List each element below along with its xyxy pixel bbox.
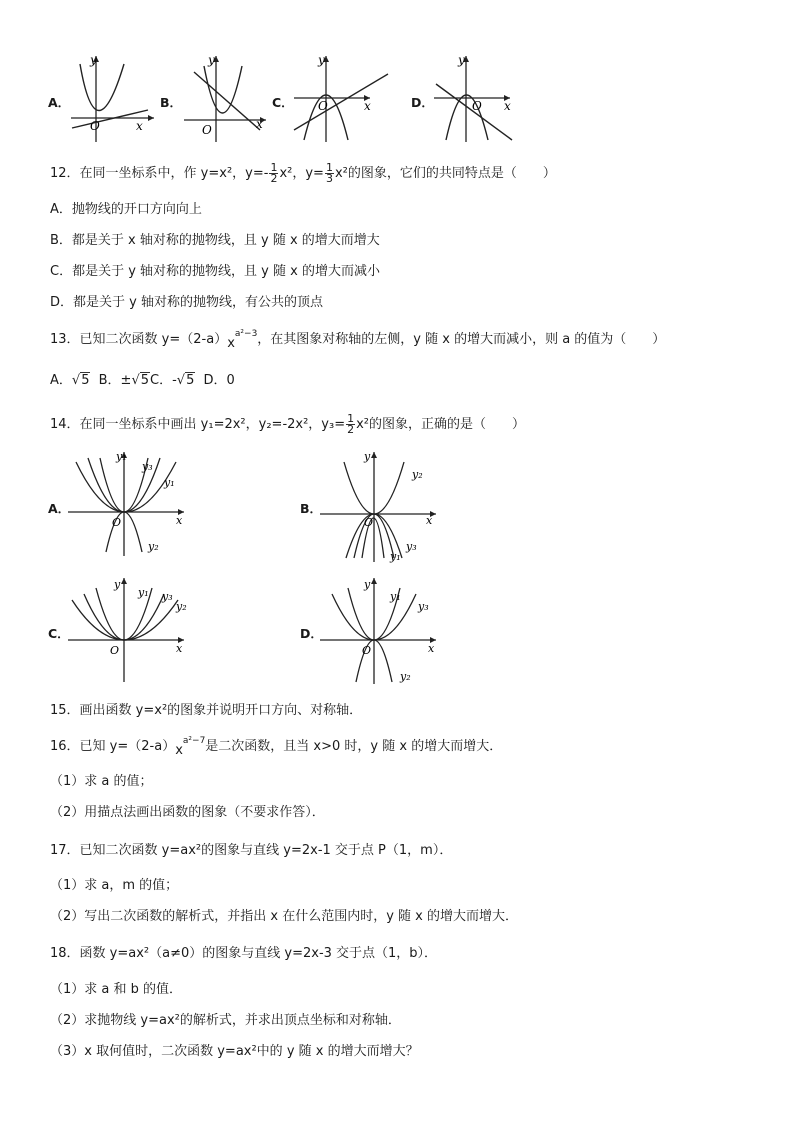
q13-option-c-label: C．-	[150, 373, 177, 388]
q12-mid: x²，y=	[279, 166, 324, 181]
q11-graph-c	[290, 52, 390, 144]
q12-fraction-1: $\frac{1}{2}$	[270, 161, 278, 185]
q16-exponent: a²−7	[182, 736, 206, 746]
q14-option-a-label: A．	[48, 501, 71, 516]
q11b-x-label: x	[256, 117, 263, 131]
q14c-y2-label: y₂	[176, 600, 187, 613]
q12-option-a: A．抛物线的开口方向向上	[50, 202, 202, 217]
q12-fraction-2: $\frac{1}{3}$	[325, 161, 333, 185]
q16-base: x	[175, 743, 183, 758]
q14c-y3-label: y₃	[162, 590, 173, 603]
q16-part-1: （1）求 a 的值；	[50, 774, 153, 789]
svg-text:x: x	[176, 514, 183, 527]
q11-graph-b	[180, 52, 270, 144]
q14b-y1-label: y₁	[390, 550, 401, 563]
q11c-x-label: x	[364, 99, 371, 113]
svg-text:O: O	[364, 516, 374, 529]
q13-option-a-label: A．	[50, 373, 72, 388]
q14-option-b-label: B．	[300, 501, 323, 516]
q13-question	[50, 331, 665, 350]
q15-question: 15．画出函数 y=x²的图象并说明开口方向、对称轴．	[50, 703, 363, 718]
q18-part-3: （3）x 取何值时，二次函数 y=ax²中的 y 随 x 的增大而增大？	[50, 1044, 419, 1059]
q11c-origin-label: O	[318, 99, 328, 113]
q11a-x-label: x	[136, 119, 143, 133]
q13-prefix: 13．已知二次函数 y=（2-a）	[50, 332, 228, 347]
svg-text:x: x	[428, 642, 435, 655]
q11a-y-label: y	[90, 53, 97, 67]
q14-prefix: 14．在同一坐标系中画出 y₁=2x²，y₂=-2x²，y₃=	[50, 417, 346, 432]
q17-part-2: （2）写出二次函数的解析式，并指出 x 在什么范围内时，y 随 x 的增大而增大．	[50, 909, 519, 924]
q13-option-d: D．0	[203, 373, 235, 388]
svg-text:O: O	[112, 516, 122, 529]
q18-part-1: （1）求 a 和 b 的值．	[50, 982, 183, 997]
q18-part-2: （2）求抛物线 y=ax²的解析式，并求出顶点坐标和对称轴．	[50, 1013, 401, 1028]
svg-text:x: x	[426, 514, 433, 527]
q11a-origin-label: O	[90, 119, 100, 133]
q17-part-1: （1）求 a，m 的值；	[50, 878, 179, 893]
q11c-y-label: y	[318, 53, 325, 67]
q14d-y2-label: y₂	[400, 670, 411, 683]
q11-option-c-label: C．	[272, 95, 294, 110]
svg-text:O: O	[362, 644, 372, 657]
q14a-y1-label: y₁	[164, 476, 175, 489]
q14-option-c-label: C．	[48, 626, 70, 641]
q12-question	[50, 163, 556, 184]
q12-option-b: B．都是关于 x 轴对称的抛物线，且 y 随 x 的增大而增大	[50, 233, 380, 248]
q14b-y2-label: y₂	[412, 468, 423, 481]
svg-text:x: x	[176, 642, 183, 655]
q18-question: 18．函数 y=ax²（a≠0）的图象与直线 y=2x-3 交于点（1，b）．	[50, 946, 438, 961]
q14b-y3-label: y₃	[406, 540, 417, 553]
q16-question	[50, 738, 502, 757]
q14-graph-d	[318, 574, 443, 686]
q13-option-a-sqrt: √5	[71, 373, 90, 388]
q13-option-b-label: B．±	[98, 373, 132, 388]
q13-base: x	[227, 336, 235, 351]
q14a-y2-label: y₂	[148, 540, 159, 553]
svg-text:O: O	[110, 644, 120, 657]
q11d-y-label: y	[458, 53, 465, 67]
q11b-origin-label: O	[202, 123, 212, 137]
q16-part-2: （2）用描点法画出函数的图象（不要求作答）．	[50, 805, 325, 820]
svg-text:y₁: y₁	[116, 450, 127, 463]
q14d-y3-label: y₃	[418, 600, 429, 613]
q11b-y-label: y	[208, 53, 215, 67]
q14-fraction: $\frac{1}{2}$	[347, 412, 355, 436]
svg-text:y: y	[114, 578, 121, 591]
svg-text:y: y	[364, 578, 371, 591]
q14d-y1-label: y₁	[390, 590, 401, 603]
q11d-x-label: x	[504, 99, 511, 113]
q11d-origin-label: O	[472, 99, 482, 113]
q12-prefix: 12．在同一坐标系中，作 y=x²，y=-	[50, 166, 269, 181]
svg-text:y: y	[364, 450, 371, 463]
q17-question: 17．已知二次函数 y=ax²的图象与直线 y=2x-1 交于点 P（1，m）．	[50, 843, 453, 858]
q11-option-d-label: D．	[411, 95, 434, 110]
q14-question	[50, 414, 525, 435]
q14-graph-a	[66, 448, 191, 558]
q13-option-b-sqrt: √5	[131, 373, 150, 388]
q11-option-b-label: B．	[160, 95, 183, 110]
q16-prefix: 16．已知 y=（2-a）	[50, 739, 176, 754]
q14-suffix: x²的图象，正确的是（ ）	[356, 417, 526, 432]
q13-options	[50, 372, 235, 390]
q11-graph-d	[432, 52, 518, 144]
q11-option-a-label: A．	[48, 95, 71, 110]
q14-graph-b	[318, 448, 443, 566]
q14-option-d-label: D．	[300, 626, 323, 641]
q12-option-c: C．都是关于 y 轴对称的抛物线，且 y 随 x 的增大而减小	[50, 264, 380, 279]
q11-graph-a	[66, 52, 156, 144]
q14a-y3-label: y₃	[142, 460, 153, 473]
q14-graph-c	[66, 574, 191, 684]
q16-suffix: 是二次函数，且当 x>0 时，y 随 x 的增大而增大．	[205, 739, 503, 754]
q14c-y1-label: y₁	[138, 586, 149, 599]
q12-option-d: D．都是关于 y 轴对称的抛物线，有公共的顶点	[50, 295, 323, 310]
q13-option-c-sqrt: √5	[176, 373, 195, 388]
q12-suffix: x²的图象，它们的共同特点是（ ）	[334, 166, 556, 181]
q13-exponent: a²−3	[234, 329, 258, 339]
q13-suffix: ，在其图象对称轴的左侧，y 随 x 的增大而减小，则 a 的值为（ ）	[257, 332, 666, 347]
